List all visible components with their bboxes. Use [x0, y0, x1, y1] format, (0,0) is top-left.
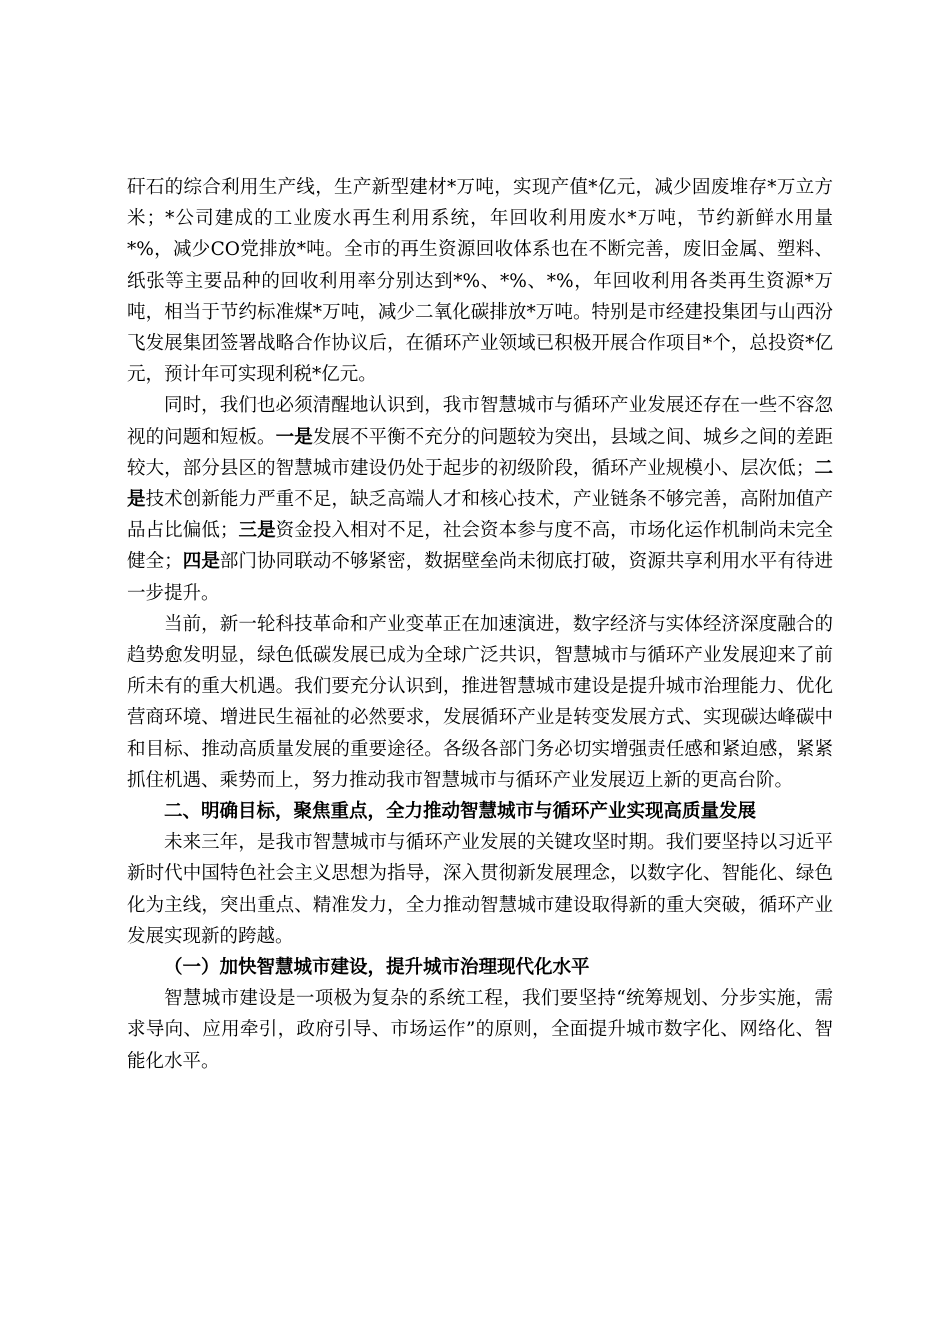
section-heading-2: 二、明确目标，聚焦重点，全力推动智慧城市与循环产业实现高质量发展	[164, 801, 757, 823]
paragraph-text: 技术创新能力严重不足，缺乏高端人才和核心技术，产业链条不够完善，高附加值产品占比偏低；	[127, 489, 833, 542]
paragraph-text: 资金投入相对不足，社会资本参与度不高，市场化运作机制尚未完全健全；	[127, 520, 833, 573]
paragraph-text: 当前，新一轮科技革命和产业变革正在加速演进，数字经济与实体经济深度融合的趋势愈发明显，绿色低碳发展已成为全球广泛共识，智慧城市与循环产业发展迎来了前所未有的重大机遇。我们要充分认识到，推进智慧城市建设是提升城市治理能力、优化营商环境、增进民生福祉的必然要求，发展循环产业是转变发展方式、实现碳达峰碳中和目标、推动高质量发展的重要途径。各级各部门务必切实增强责任感和紧迫感，紧紧抓住机遇、乘势而上，努力推动我市智慧城市与循环产业发展迈上新的更高台阶。	[127, 613, 833, 791]
paragraph-opportunities	[127, 609, 833, 796]
enumeration-marker-1: 一是	[275, 426, 313, 448]
paragraph-smart-city: 智慧城市建设是一项极为复杂的系统工程，我们要坚持“统筹规划、分步实施，需求导向、应用牵引，政府引导、市场运作”的原则，全面提升城市数字化、网络化、智能化水平。	[127, 988, 833, 1072]
enumeration-marker-3: 三是	[238, 520, 276, 542]
document-body	[127, 172, 833, 1077]
enumeration-marker-2: 二是	[127, 457, 833, 511]
paragraph-text: 部门协同联动不够紧密，数据壁垒尚未彻底打破，资源共享利用水平有待进一步提升。	[127, 551, 833, 604]
paragraph-text: 发展不平衡不充分的问题较为突出，县域之间、城乡之间的差距较大，部分县区的智慧城市建设仍处于起步的初级阶段，循环产业规模小、层次低；	[127, 426, 833, 479]
paragraph-text: 矸石的综合利用生产线，生产新型建材*万吨，实现产值*亿元，减少固废堆存*万立方米；*公司建成的工业废水再生利用系统，年回收利用废水*万吨，节约新鲜水用量*%，减少CO党排放*吨。全市的再生资源回收体系也在不断完善，废旧金属、塑料、纸张等主要品种的回收利用率分别达到*%、*%、*%，年回收利用各类再生资源*万吨，相当于节约标准煤*万吨，减少二氧化碳排放*万吨。特别是市经建投集团与山西汾飞发展集团签署战略合作协议后，在循环产业领域已积极开展合作项目*个，总投资*亿元，预计年可实现利税*亿元。	[127, 177, 833, 386]
paragraph-recycling-results	[127, 172, 833, 390]
paragraph-text: 同时，我们也必须清醒地认识到，我市智慧城市与循环产业发展还存在一些不容忽视的问题和短板。	[127, 395, 833, 448]
enumeration-marker-4: 四是	[182, 551, 220, 573]
paragraph-goals: 未来三年，是我市智慧城市与循环产业发展的关键攻坚时期。我们要坚持以习近平新时代中国特色社会主义思想为指导，深入贯彻新发展理念，以数字化、智能化、绿色化为主线，突出重点、精准发力，全力推动智慧城市建设取得新的重大突破，循环产业发展实现新的跨越。	[127, 832, 833, 947]
subsection-heading-1: （一）加快智慧城市建设，提升城市治理现代化水平	[164, 957, 590, 979]
paragraph-problems	[127, 390, 833, 608]
